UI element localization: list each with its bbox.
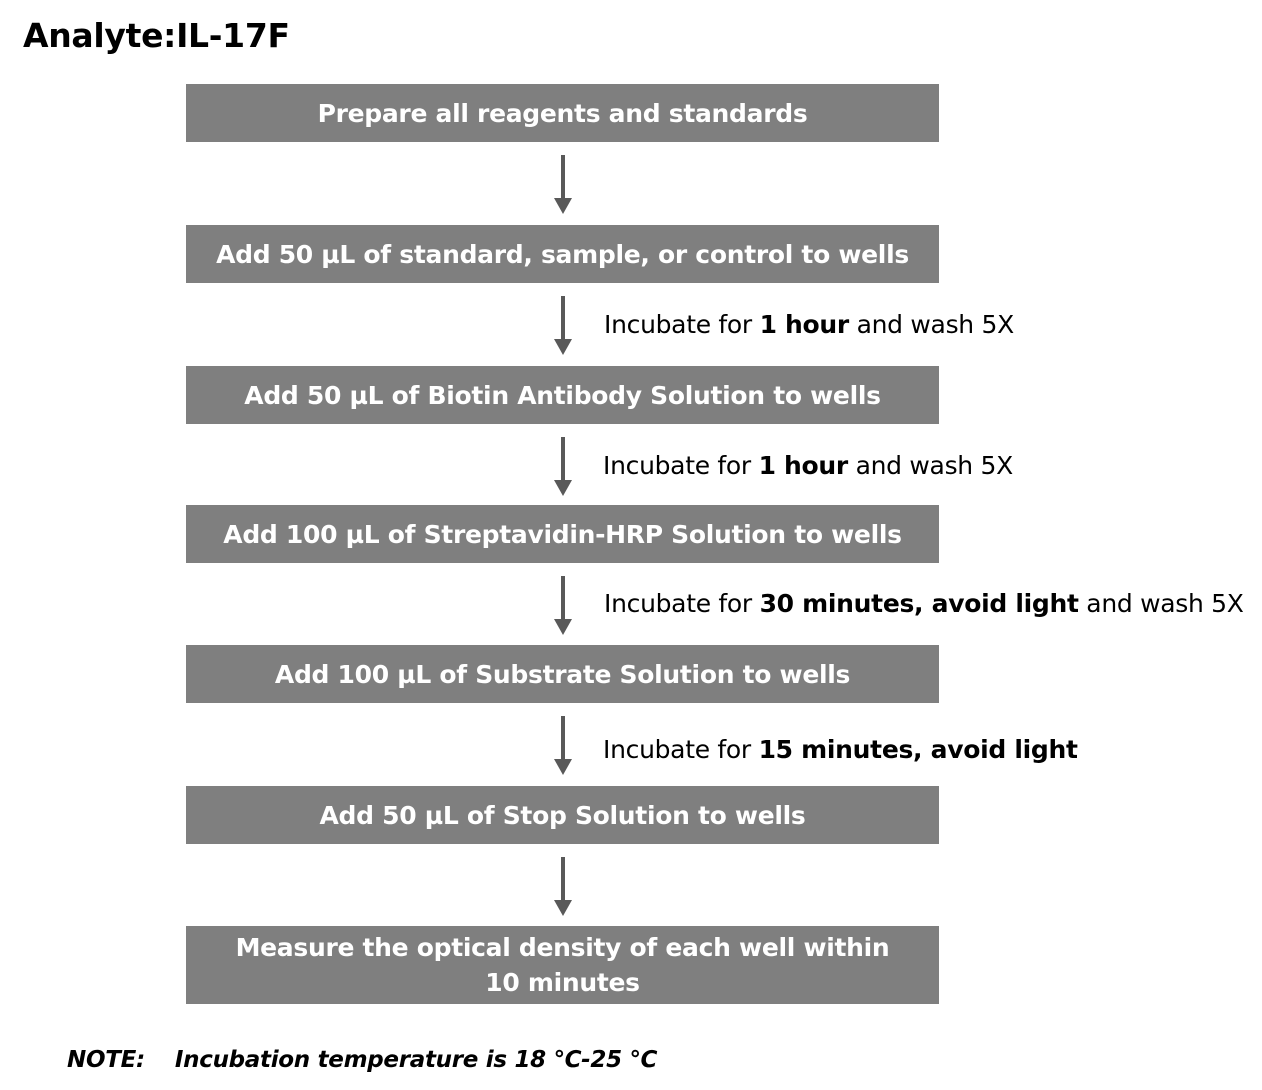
flow-arrow-icon	[554, 857, 572, 917]
flow-arrow-icon	[554, 296, 572, 356]
incubation-note	[603, 733, 1078, 767]
incubation-prefix: Incubate for	[603, 451, 759, 480]
flow-arrow-icon	[554, 437, 572, 497]
incubation-duration: 1 hour	[758, 451, 848, 480]
step-add-stop-solution-box: Add 50 µL of Stop Solution to wells	[186, 786, 939, 844]
temperature-note	[67, 1044, 657, 1076]
incubation-prefix: Incubate for	[604, 589, 760, 618]
flow-arrow-icon	[554, 155, 572, 215]
step-add-streptavidin-hrp-box: Add 100 µL of Streptavidin-HRP Solution to wells	[186, 505, 939, 563]
step-measure-od-box: Measure the optical density of each well within 10 minutes	[186, 926, 939, 1004]
incubation-duration: 15 minutes, avoid light	[758, 735, 1078, 764]
step-add-sample-box: Add 50 µL of standard, sample, or control to wells	[186, 225, 939, 283]
incubation-note	[604, 587, 1244, 621]
incubation-prefix: Incubate for	[604, 310, 760, 339]
incubation-note	[604, 308, 1014, 342]
incubation-suffix: and wash 5X	[848, 310, 1014, 339]
incubation-suffix: and wash 5X	[847, 451, 1013, 480]
note-label: NOTE:	[67, 1047, 145, 1073]
incubation-prefix: Incubate for	[603, 735, 759, 764]
page-title: Analyte:IL-17F	[23, 16, 290, 55]
flow-arrow-icon	[554, 716, 572, 776]
step-prepare-box: Prepare all reagents and standards	[186, 84, 939, 142]
step-add-substrate-box: Add 100 µL of Substrate Solution to wells	[186, 645, 939, 703]
note-text: Incubation temperature is 18 ℃-25 ℃	[174, 1047, 658, 1073]
incubation-duration: 30 minutes, avoid light	[759, 589, 1079, 618]
step-add-biotin-antibody-box: Add 50 µL of Biotin Antibody Solution to wells	[186, 366, 939, 424]
flow-arrow-icon	[554, 576, 572, 636]
incubation-suffix: and wash 5X	[1078, 589, 1244, 618]
incubation-note	[603, 449, 1013, 483]
incubation-duration: 1 hour	[759, 310, 849, 339]
